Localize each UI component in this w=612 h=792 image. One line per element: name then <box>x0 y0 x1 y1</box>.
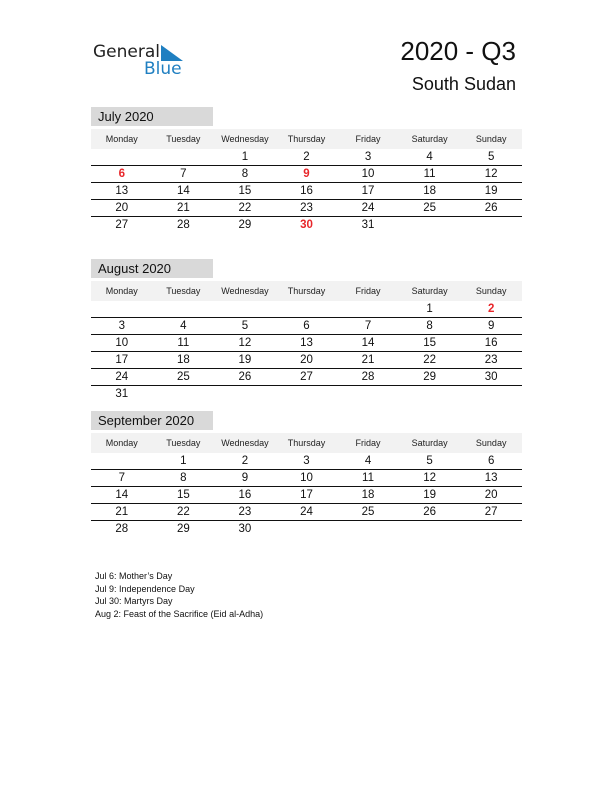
day-cell: 22 <box>399 352 461 369</box>
day-cell: 3 <box>337 149 399 166</box>
day-cell <box>399 386 461 403</box>
week-row <box>91 166 522 183</box>
day-cell: 11 <box>153 335 215 352</box>
day-cell: 30 <box>238 523 252 535</box>
day-cell: 26 <box>460 200 522 217</box>
weekday-header-row <box>91 281 522 301</box>
day-cell: 7 <box>337 318 399 335</box>
day-cell <box>276 521 338 538</box>
day-cell: 2 <box>214 453 276 470</box>
day-cell: 16 <box>214 487 276 504</box>
day-cell: 28 <box>337 369 399 386</box>
day-cell: 18 <box>337 487 399 504</box>
weekday-label: Monday <box>91 433 153 453</box>
day-cell: 5 <box>214 318 276 335</box>
week-row <box>91 487 522 504</box>
day-cell: 14 <box>153 183 215 200</box>
day-cell: 9 <box>214 470 276 487</box>
day-cell: 10 <box>337 166 399 183</box>
country-name: South Sudan <box>411 74 516 94</box>
day-cell: 15 <box>214 183 276 200</box>
day-cell: 29 <box>399 369 461 386</box>
day-cell: 7 <box>153 166 215 183</box>
day-cell <box>399 217 461 234</box>
day-cell: 31 <box>115 388 129 400</box>
weekday-label: Sunday <box>460 281 522 301</box>
day-cell: 12 <box>399 470 461 487</box>
day-cell: 23 <box>276 200 338 217</box>
weekday-label: Saturday <box>399 433 461 453</box>
weekday-header-row <box>91 433 522 453</box>
week-row <box>91 149 522 166</box>
day-cell: 15 <box>153 487 215 504</box>
day-cell <box>460 521 522 538</box>
weekday-label: Wednesday <box>214 281 276 301</box>
day-cell: 4 <box>153 318 215 335</box>
day-cell <box>337 521 399 538</box>
calendar-table <box>91 281 522 402</box>
weekday-label: Tuesday <box>153 433 215 453</box>
weekday-label: Wednesday <box>214 129 276 149</box>
day-cell: 5 <box>460 149 522 166</box>
day-cell: 30 <box>460 369 522 386</box>
day-cell: 10 <box>91 335 153 352</box>
day-cell: 9 <box>276 166 338 183</box>
day-cell: 3 <box>91 318 153 335</box>
weekday-label: Monday <box>91 281 153 301</box>
month-august <box>91 259 522 402</box>
weekday-label: Wednesday <box>214 433 276 453</box>
day-cell: 27 <box>276 369 338 386</box>
day-cell: 14 <box>91 487 153 504</box>
week-row <box>91 352 522 369</box>
day-cell: 16 <box>460 335 522 352</box>
day-cell: 18 <box>399 183 461 200</box>
day-cell: 27 <box>460 504 522 521</box>
day-cell: 28 <box>115 523 129 535</box>
day-cell: 20 <box>91 200 153 217</box>
day-cell: 20 <box>276 352 338 369</box>
day-cell <box>399 521 461 538</box>
day-cell <box>91 149 153 166</box>
weekday-label: Sunday <box>460 129 522 149</box>
weekday-label: Thursday <box>276 129 338 149</box>
day-cell: 5 <box>399 453 461 470</box>
calendar-table <box>91 433 522 537</box>
day-cell: 21 <box>337 352 399 369</box>
day-cell <box>337 301 399 318</box>
holiday-note: Jul 30: Martyrs Day <box>95 596 173 606</box>
week-row <box>91 453 522 470</box>
day-cell: 15 <box>399 335 461 352</box>
day-cell: 26 <box>399 504 461 521</box>
weekday-label: Thursday <box>276 281 338 301</box>
day-cell: 21 <box>91 504 153 521</box>
day-cell: 17 <box>337 183 399 200</box>
logo-word-blue: Blue <box>144 59 182 79</box>
day-cell <box>214 386 276 403</box>
day-cell <box>153 386 215 403</box>
weekday-header-row <box>91 129 522 149</box>
day-cell: 22 <box>214 200 276 217</box>
day-cell: 28 <box>176 219 190 231</box>
day-cell: 19 <box>399 487 461 504</box>
generalblue-logo <box>93 42 193 80</box>
day-cell: 4 <box>337 453 399 470</box>
day-cell: 13 <box>460 470 522 487</box>
day-cell: 19 <box>214 352 276 369</box>
day-cell: 2 <box>460 301 522 318</box>
weekday-label: Friday <box>337 281 399 301</box>
week-row <box>91 521 522 538</box>
day-cell: 6 <box>276 318 338 335</box>
week-row <box>91 183 522 200</box>
day-cell <box>91 301 153 318</box>
holiday-note: Aug 2: Feast of the Sacrifice (Eid al-Adha) <box>95 608 264 619</box>
day-cell: 7 <box>91 470 153 487</box>
logo-word-general: General <box>93 42 160 62</box>
weekday-label: Monday <box>91 129 153 149</box>
week-row <box>91 386 522 403</box>
day-cell: 8 <box>153 470 215 487</box>
day-cell: 20 <box>460 487 522 504</box>
day-cell <box>460 217 522 234</box>
day-cell: 11 <box>337 470 399 487</box>
month-july <box>91 107 522 233</box>
week-row <box>91 470 522 487</box>
month-title: September 2020 <box>91 411 213 430</box>
day-cell: 13 <box>276 335 338 352</box>
page-title: 2020 - Q3 <box>400 36 516 66</box>
day-cell <box>460 386 522 403</box>
day-cell: 1 <box>399 301 461 318</box>
month-september <box>91 411 522 537</box>
day-cell: 23 <box>460 352 522 369</box>
day-cell: 17 <box>276 487 338 504</box>
day-cell: 17 <box>91 352 153 369</box>
day-cell: 26 <box>214 369 276 386</box>
weekday-label: Saturday <box>399 281 461 301</box>
day-cell: 31 <box>361 219 375 231</box>
day-cell <box>91 453 153 470</box>
day-cell: 29 <box>238 219 252 231</box>
day-cell <box>337 386 399 403</box>
day-cell: 22 <box>153 504 215 521</box>
day-cell <box>276 301 338 318</box>
week-row <box>91 369 522 386</box>
day-cell: 23 <box>214 504 276 521</box>
day-cell <box>153 149 215 166</box>
day-cell: 2 <box>276 149 338 166</box>
weekday-label: Saturday <box>399 129 461 149</box>
day-cell: 27 <box>115 219 129 231</box>
weekday-label: Sunday <box>460 433 522 453</box>
day-cell <box>276 386 338 403</box>
day-cell: 4 <box>399 149 461 166</box>
day-cell: 8 <box>399 318 461 335</box>
day-cell <box>153 301 215 318</box>
day-cell: 30 <box>300 219 313 231</box>
holiday-note: Jul 6: Mother’s Day <box>95 571 173 581</box>
week-row <box>91 335 522 352</box>
day-cell: 9 <box>460 318 522 335</box>
day-cell: 6 <box>91 166 153 183</box>
day-cell: 21 <box>153 200 215 217</box>
day-cell: 8 <box>214 166 276 183</box>
day-cell: 6 <box>460 453 522 470</box>
calendar-table <box>91 129 522 233</box>
holiday-notes <box>95 570 263 620</box>
weekday-label: Friday <box>337 129 399 149</box>
day-cell: 3 <box>276 453 338 470</box>
day-cell: 12 <box>460 166 522 183</box>
day-cell: 1 <box>153 453 215 470</box>
day-cell: 13 <box>91 183 153 200</box>
day-cell: 10 <box>276 470 338 487</box>
day-cell: 24 <box>276 504 338 521</box>
day-cell: 24 <box>91 369 153 386</box>
weekday-label: Tuesday <box>153 129 215 149</box>
holiday-note: Jul 9: Independence Day <box>95 583 195 594</box>
day-cell: 11 <box>399 166 461 183</box>
day-cell: 1 <box>214 149 276 166</box>
week-row <box>91 217 522 234</box>
weekday-label: Friday <box>337 433 399 453</box>
day-cell: 18 <box>153 352 215 369</box>
week-row <box>91 504 522 521</box>
day-cell: 16 <box>276 183 338 200</box>
day-cell: 25 <box>399 200 461 217</box>
day-cell: 24 <box>337 200 399 217</box>
weekday-label: Thursday <box>276 433 338 453</box>
week-row <box>91 318 522 335</box>
day-cell: 19 <box>460 183 522 200</box>
month-title: August 2020 <box>91 259 213 278</box>
day-cell: 29 <box>176 523 190 535</box>
week-row <box>91 301 522 318</box>
day-cell: 25 <box>337 504 399 521</box>
day-cell: 14 <box>337 335 399 352</box>
month-title: July 2020 <box>91 107 213 126</box>
weekday-label: Tuesday <box>153 281 215 301</box>
week-row <box>91 200 522 217</box>
day-cell <box>214 301 276 318</box>
day-cell: 12 <box>214 335 276 352</box>
day-cell: 25 <box>153 369 215 386</box>
